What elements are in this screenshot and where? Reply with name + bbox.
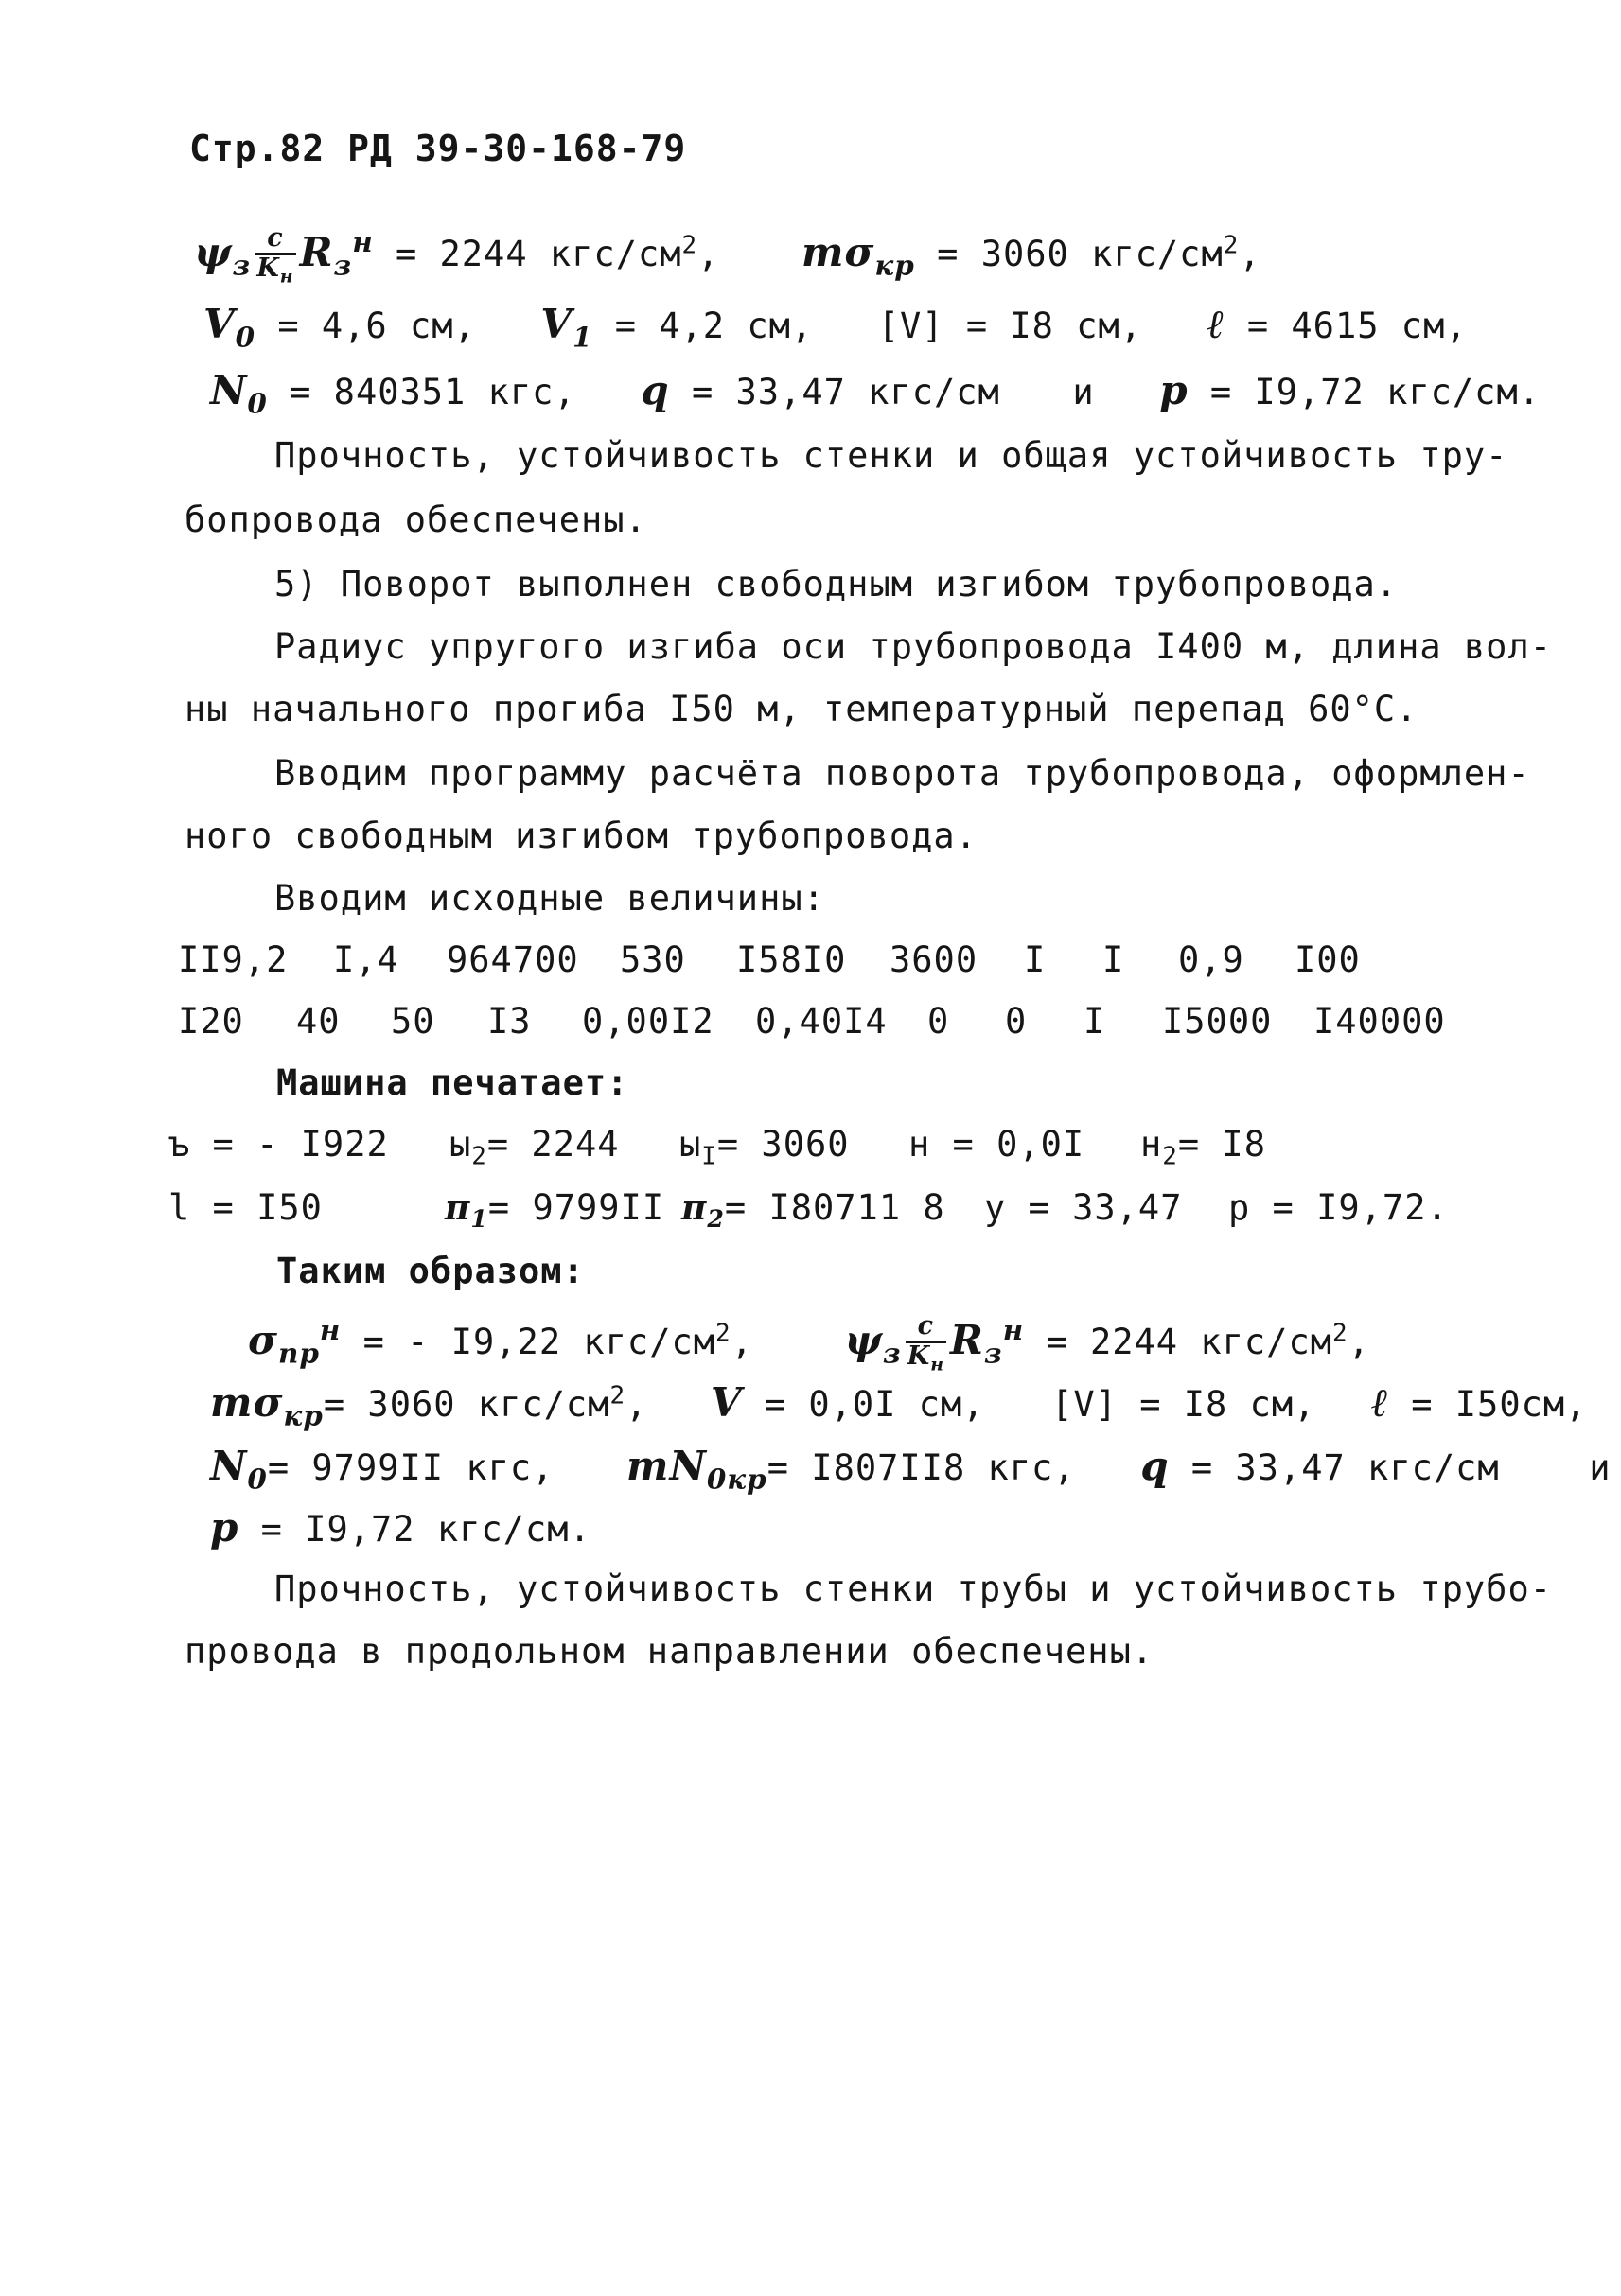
input-value: I40000 bbox=[1313, 1001, 1446, 1042]
output-value: ъ = - I922 bbox=[168, 1124, 389, 1165]
result-line-4: p = I9,72 кгс/см. bbox=[210, 1504, 591, 1551]
output-value: l = I50 bbox=[168, 1187, 323, 1228]
paragraph-3-line-1: Радиус упругого изгиба оси трубопровода I400 м, длина вол- bbox=[274, 626, 1553, 667]
output-value: $\pi_1= 9799II$ bbox=[445, 1187, 665, 1234]
formula-line-3: $N_0 = 840351$ кгс, q = 33,47 кгс/см и p = I9,72 кгс/см. bbox=[210, 367, 1542, 420]
input-value: I5000 bbox=[1162, 1001, 1273, 1042]
final-paragraph-line-1: Прочность, устойчивость стенки трубы и устойчивость трубо- bbox=[274, 1569, 1553, 1609]
result-line-2: $m\sigma_{кр}= 3060$ кгс/$см^2$, V = 0,0I см, [V] = I8 см, ℓ = I50см, bbox=[210, 1379, 1588, 1432]
output-value: $ы_I= 3060$ bbox=[679, 1124, 850, 1171]
final-paragraph-line-2: провода в продольном направлении обеспечены. bbox=[185, 1631, 1154, 1672]
input-value: 0 bbox=[1005, 1001, 1028, 1042]
input-value: I bbox=[1102, 939, 1125, 980]
output-value: $\pi_2= I80711$ 8 bbox=[681, 1187, 945, 1234]
thus-label: Таким образом: bbox=[276, 1251, 585, 1291]
input-value: I00 bbox=[1295, 939, 1361, 980]
input-value: 0 bbox=[927, 1001, 950, 1042]
output-value: $н_2= I8$ bbox=[1140, 1124, 1266, 1171]
output-value: $ы_2= 2244$ bbox=[449, 1124, 620, 1171]
input-value: I3 bbox=[487, 1001, 532, 1042]
output-value: у = 33,47 bbox=[984, 1187, 1183, 1228]
machine-prints-label: Машина печатает: bbox=[276, 1062, 629, 1103]
output-value: н = 0,0I bbox=[908, 1124, 1085, 1165]
page-header: Стр.82 РД 39-30-168-79 bbox=[189, 128, 687, 169]
input-value: 530 bbox=[620, 939, 686, 980]
paragraph-1-line-2: бопровода обеспечены. bbox=[185, 500, 647, 540]
paragraph-4-line-2: ного свободным изгибом трубопровода. bbox=[185, 815, 978, 856]
paragraph-3-line-2: ны начального прогиба I50 м, температурный перепад 60°С. bbox=[185, 689, 1418, 729]
result-line-3: $N_0= 9799II$ кгс, $mN_{0кр}= I807II8$ кгс, q = 33,47 кгс/см и bbox=[210, 1443, 1612, 1496]
paragraph-4-line-1: Вводим программу расчёта поворота трубопровода, оформлен- bbox=[274, 753, 1530, 794]
output-value: р = I9,72. bbox=[1228, 1187, 1449, 1228]
input-value: II9,2 bbox=[178, 939, 289, 980]
input-value: I bbox=[1084, 1001, 1106, 1042]
formula-line-2: $V_0 = 4,6$ см, $V_1 = 4,2$ см, [V] = I8 см, ℓ = 4615 см, bbox=[203, 301, 1468, 354]
input-value: I58I0 bbox=[736, 939, 847, 980]
paragraph-5: Вводим исходные величины: bbox=[274, 878, 825, 919]
input-value: 3600 bbox=[890, 939, 978, 980]
paragraph-1-line-1: Прочность, устойчивость стенки и общая устойчивость тру- bbox=[274, 435, 1508, 476]
input-value: I bbox=[1024, 939, 1047, 980]
result-line-1: $\sigma_{пр}^н$ = - I9,22 кгс/$см^2$, $\psi_з$ $\frac{с}{K_н}$ $R_з^н = 2244$ кгс/$см^2$, bbox=[248, 1311, 1370, 1375]
input-value: 0,40I4 bbox=[755, 1001, 888, 1042]
input-value: I,4 bbox=[333, 939, 399, 980]
input-value: I20 bbox=[178, 1001, 244, 1042]
paragraph-2: 5) Поворот выполнен свободным изгибом трубопровода. bbox=[274, 564, 1399, 605]
input-value: 40 bbox=[296, 1001, 341, 1042]
input-value: 964700 bbox=[447, 939, 579, 980]
input-value: 50 bbox=[391, 1001, 435, 1042]
input-value: 0,9 bbox=[1178, 939, 1244, 980]
input-value: 0,00I2 bbox=[582, 1001, 714, 1042]
formula-line-1: $\psi_з$ $\frac{с}{K_н}$ $R_з^н = 2244$ кгс/$см^2$, $m\sigma_{кр} = 3060$ кгс/$см^2$, bbox=[194, 223, 1261, 287]
